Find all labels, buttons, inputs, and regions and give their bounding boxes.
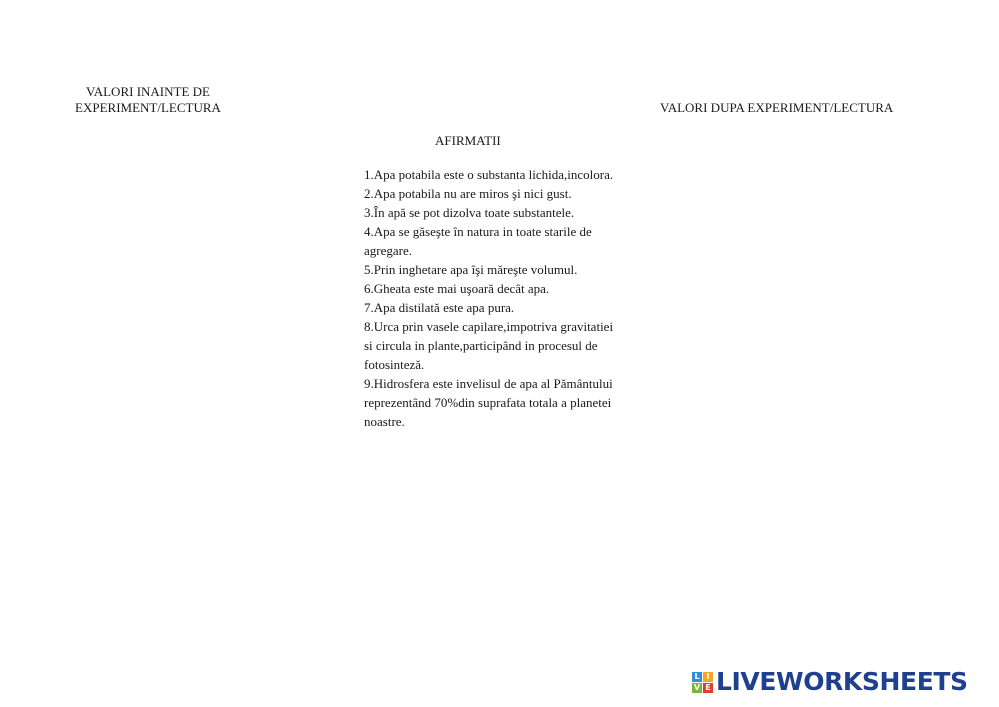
liveworksheets-brand[interactable] bbox=[692, 669, 968, 695]
before-values-heading-line1: VALORI INAINTE DE bbox=[86, 84, 210, 99]
statement-item-2: 2.Apa potabila nu are miros şi nici gust. bbox=[364, 186, 572, 201]
statement-item-1: 1.Apa potabila este o substanta lichida,incolora. bbox=[364, 167, 614, 182]
before-values-heading-line2: EXPERIMENT/LECTURA bbox=[75, 100, 221, 115]
liveworksheets-wordmark: LIVEWORKSHEETS bbox=[716, 667, 968, 696]
liveworksheets-logo-icon bbox=[692, 672, 713, 693]
before-values-heading bbox=[66, 84, 230, 116]
statement-item-3: 3.În apă se pot dizolva toate substantele. bbox=[364, 205, 575, 220]
statement-item-5: 5.Prin inghetare apa îşi măreşte volumul. bbox=[364, 262, 578, 277]
logo-letter-l: L bbox=[692, 672, 702, 682]
statements-list bbox=[364, 165, 620, 431]
statement-item-4: 4.Apa se găseşte în natura in toate starile de agregare. bbox=[364, 224, 592, 258]
statements-title: AFIRMATII bbox=[435, 133, 501, 148]
statement-item-9: 9.Hidrosfera este invelisul de apa al Pământului reprezentând 70%din suprafata totala a planetei noastre. bbox=[364, 376, 613, 429]
statement-item-8: 8.Urca prin vasele capilare,impotriva gravitatiei si circula in plante,participând in procesul de fotosinteză. bbox=[364, 319, 614, 372]
logo-letter-v: V bbox=[693, 682, 701, 692]
statement-item-6: 6.Gheata este mai uşoară decât apa. bbox=[364, 281, 550, 296]
statement-item-7: 7.Apa distilată este apa pura. bbox=[364, 300, 515, 315]
logo-letter-i: I bbox=[703, 672, 713, 682]
logo-letter-e: E bbox=[703, 683, 713, 693]
after-values-heading: VALORI DUPA EXPERIMENT/LECTURA bbox=[660, 100, 894, 115]
